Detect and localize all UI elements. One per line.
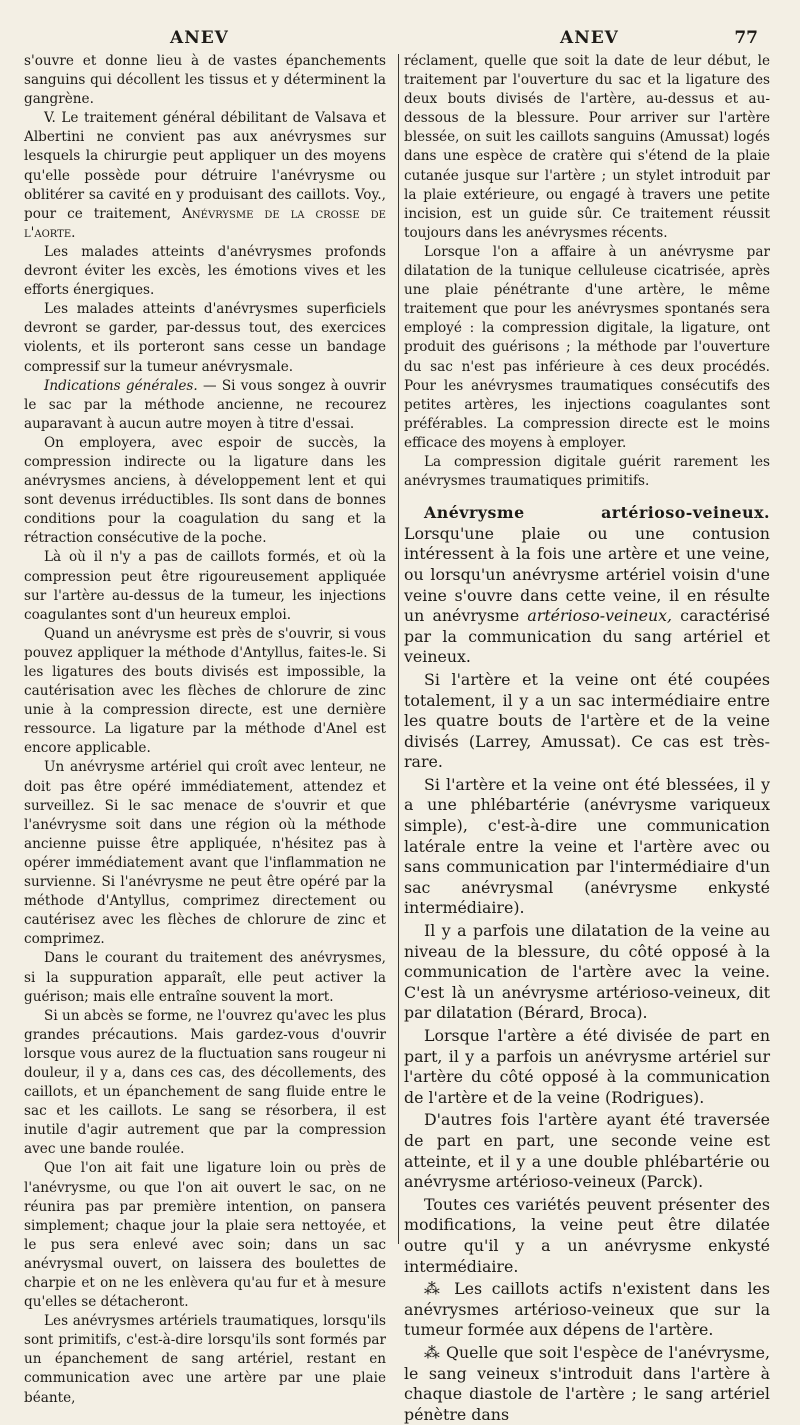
paragraph-text: V. Le traitement général débilitant de Valsava et Albertini ne convient pas aux anévrysmes sur lesquels la chirurgie peut appliquer un des moyens qu'elle possède pour détruire l'anévrysme ou oblitérer sa cavité en y produisant des caillots. Voy., pour ce traitement, xyxy=(24,110,386,222)
paragraph: D'autres fois l'artère ayant été traversée de part en part, une seconde veine est atteinte, et il y a une double phlébartérie ou anévrysme artérioso-veineux (Parck). xyxy=(404,1110,770,1192)
paragraph: Lorsque l'on a affaire à un anévrysme par dilatation de la tunique celluleuse cicatrisée, après une plaie pénétrante d'une artère, le même traitement que pour les anévrysmes spontanés sera employé : la compression digitale, la ligature, ont produit des guérisons ; la méthode par l'ouverture du sac n'est pas inférieure à ces deux procédés. Pour les anévrysmes traumatiques consécutifs des petites artères, les injections coagulantes sont préférables. La compression directe est le moins efficace des moyens à employer. xyxy=(404,243,770,451)
paragraph-text: — Si vous songez à ouvrir le sac par la méthode ancienne, ne recourez auparavant à aucun autre moyen à titre d'essai. xyxy=(24,377,386,432)
running-head-left: ANEV xyxy=(170,28,229,48)
paragraph: Que l'on ait fait une ligature loin ou près de l'anévrysme, ou que l'on ait ouvert le sac, on ne réunira pas par première intention, on pansera simplement; chaque jour la plaie sera nettoyée, et le pus sera enlevé avec soin; dans un sac anévrysmal ouvert, on laissera des boulettes de charpie et on ne les enlèvera qu'au fur et à mesure qu'elles se détacheront. xyxy=(24,1160,386,1311)
paragraph: Lorsque l'artère a été divisée de part en part, il y a parfois un anévrysme artériel sur l'artère du côté opposé à la communication de l'artère et de la veine (Rodrigues). xyxy=(404,1026,770,1107)
paragraph: Les malades atteints d'anévrysmes superficiels devront se garder, par-dessus tout, des exercices violents, et ils porteront sans cesse un bandage compressif sur la tumeur anévrysmale. xyxy=(24,301,386,375)
page-header xyxy=(0,28,800,52)
paragraph: Les malades atteints d'anévrysmes profonds devront éviter les excès, les émotions vives et les efforts énergiques. xyxy=(24,243,386,299)
paragraph: Si l'artère et la veine ont été coupées totalement, il y a un sac intermédiaire entre les quatre bouts de l'artère et de la veine divisés (Larrey, Amussat). Ce cas est très-rare. xyxy=(404,669,770,772)
column-divider xyxy=(398,54,399,1244)
paragraph-text: Lorsqu'une plaie ou une contusion intéressent à la fois une artère et une veine, ou lorsqu'un anévrysme artériel voisin d'une veine s'ouvre dans cette veine, il en résulte un anévrysme xyxy=(404,523,770,626)
paragraph: Là où il n'y a pas de caillots formés, et où la compression peut être rigoureusement appliquée sur l'artère au-dessus de la tumeur, les injections coagulantes sont d'un heureux emploi. xyxy=(24,549,386,623)
paragraph: réclament, quelle que soit la date de leur début, le traitement par l'ouverture du sac et la ligature des deux bouts divisés de l'artère, au-dessus et au-dessous de la blessure. Pour arriver sur l'artère blessée, on suit les caillots sanguins (Amussat) logés dans une espèce de cratère qui s'étend de la plaie cutanée jusque sur l'artère ; un stylet introduit par la plaie extérieure, ou engagé à travers une petite incision, est un guide sûr. Ce traitement réussit toujours dans les anévrysmes récents. xyxy=(404,53,770,241)
paragraph: ⁂ Les caillots actifs n'existent dans les anévrysmes artérioso-veineux que sur la tumeur formée aux dépens de l'artère. xyxy=(404,1279,770,1340)
paragraph: Si l'artère et la veine ont été blessées, il y a une phlébartérie (anévrysme variqueux simple), c'est-à-dire une communication latérale entre la veine et l'artère avec ou sans communication par l'intermédiaire d'un sac anévrysmal (anévrysme enkysté intermédiaire). xyxy=(404,774,770,918)
paragraph: Un anévrysme artériel qui croît avec lenteur, ne doit pas être opéré immédiatement, attendez et surveillez. Si le sac menace de s'ouvrir et que l'anévrysme soit dans une région où la méthode ancienne puisse être appliquée, n'hésitez pas à opérer immédiatement avant que l'inflammation ne survienne. Si l'anévrysme ne peut être opéré par la méthode d'Antyllus, comprimez directement ou cautérisez avec les flèches de chlorure de zinc et comprimez. xyxy=(24,759,386,948)
paragraph: Toutes ces variétés peuvent présenter des modifications, la veine peut être dilatée outre qu'il y a un anévrysme enkysté intermédiaire. xyxy=(404,1194,770,1276)
section-heading: Indications générales. xyxy=(44,377,198,394)
left-column xyxy=(24,52,386,1406)
cross-reference: Anévrysme de la crosse de l'aorte. xyxy=(24,205,386,241)
paragraph xyxy=(404,503,770,668)
paragraph: Quand un anévrysme est près de s'ouvrir, si vous pouvez appliquer la méthode d'Antyllus, faites-le. Si les ligatures des bouts divisés est impossible, la cautérisation avec les flèches de chlorure de zinc unie à la compression directe, est une dernière ressource. La ligature par la méthode d'Anel est encore applicable. xyxy=(24,625,386,757)
paragraph: ⁂ Quelle que soit l'espèce de l'anévrysme, le sang veineux s'introduit dans l'artère à chaque diastole de l'artère ; le sang artériel pénètre dans xyxy=(404,1342,770,1424)
paragraph: Dans le courant du traitement des anévrysmes, si la suppuration apparaît, elle peut activer la guérison; mais elle entraîne souvent la mort. xyxy=(24,950,386,1005)
page-number: 77 xyxy=(734,28,758,48)
paragraph: Il y a parfois une dilatation de la veine au niveau de la blessure, du côté opposé à la communication de l'artère avec la veine. C'est là un anévrysme artérioso-veineux, dit par dilatation (Bérard, Broca). xyxy=(404,921,770,1023)
paragraph: Si un abcès se forme, ne l'ouvrez qu'avec les plus grandes précautions. Mais gardez-vous d'ouvrir lorsque vous aurez de la fluctuation sans rougeur ni douleur, il y a, dans ces cas, des décollements, des caillots, et un épanchement de sang fluide entre le sac et les caillots. Le sang se résorbera, il est inutile d'agir autrement que par la compression avec une bande roulée. xyxy=(24,1007,386,1158)
right-column-large-text xyxy=(404,503,770,1425)
paragraph-text: caractérisé par la communication du sang artériel et veineux. xyxy=(404,606,770,667)
paragraph: Les anévrysmes artériels traumatiques, lorsqu'ils sont primitifs, c'est-à-dire lorsqu'ils sont formés par un épanchement de sang artériel, restant en communication avec une artère par une plaie béante, xyxy=(24,1313,386,1406)
right-column-small-text xyxy=(404,52,770,491)
right-column xyxy=(404,52,770,1424)
italic-term: artérioso-veineux, xyxy=(527,606,673,626)
paragraph xyxy=(24,109,386,243)
paragraph: La compression digitale guérit rarement les anévrysmes traumatiques primitifs. xyxy=(404,453,770,490)
article-heading: Anévrysme artérioso-veineux. xyxy=(424,503,770,523)
paragraph xyxy=(24,377,386,434)
paragraph: On employera, avec espoir de succès, la compression indirecte ou la ligature dans les anévrysmes anciens, à développement lent et qui sont devenus irréductibles. Ils sont dans de bonnes conditions pour la coagulation du sang et la rétraction consécutive de la poche. xyxy=(24,434,386,547)
running-head-right: ANEV xyxy=(560,28,619,48)
paragraph: s'ouvre et donne lieu à de vastes épanchements sanguins qui décollent les tissus et y déterminent la gangrène. xyxy=(24,53,386,108)
